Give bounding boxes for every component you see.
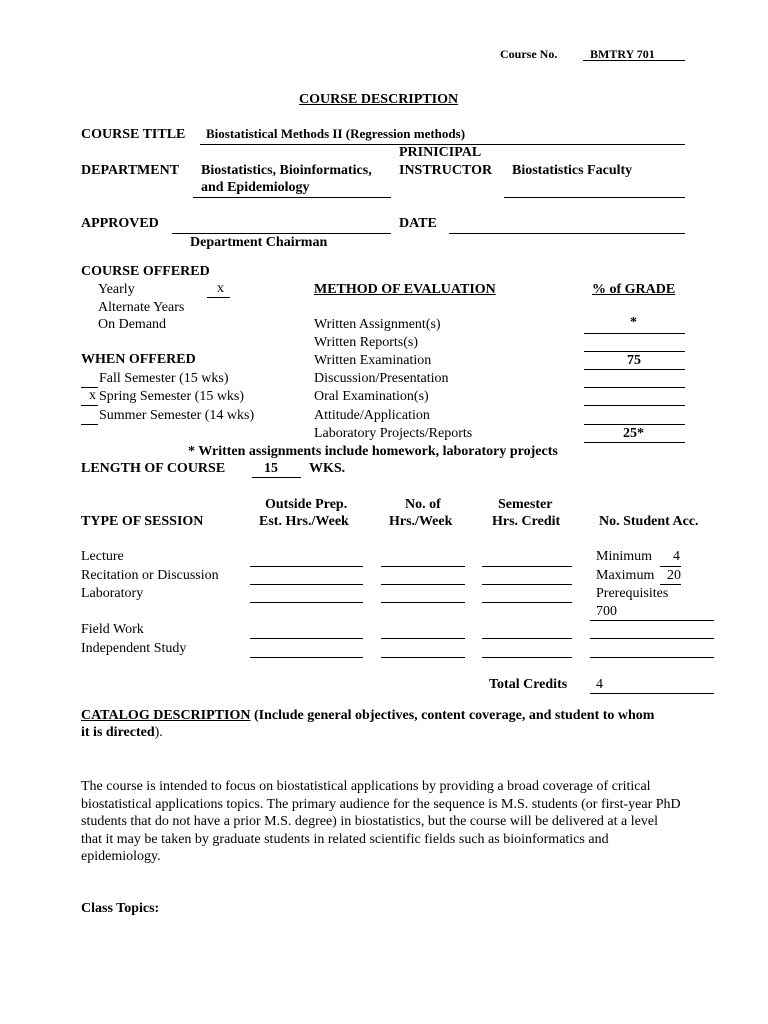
catalog-instruction-end: ). <box>154 725 163 740</box>
session-type: Field Work <box>81 622 144 637</box>
students-blank <box>590 657 714 658</box>
course-no-value: BMTRY 701 <box>590 47 655 61</box>
eval-grade-line <box>584 387 685 388</box>
offered-yearly-line <box>207 297 230 298</box>
prep-blank <box>250 657 363 658</box>
credit-blank <box>482 657 572 658</box>
length-unit: WKS. <box>309 461 346 476</box>
eval-grade: * <box>630 315 637 330</box>
offered-on-demand: On Demand <box>98 317 167 332</box>
credit-blank <box>482 602 572 603</box>
length-line <box>252 477 301 478</box>
prep-blank <box>250 584 363 585</box>
catalog-instruction: (Include general objectives, content coverage, and student to whom <box>250 708 655 723</box>
approved-caption: Department Chairman <box>190 235 328 250</box>
hrs-blank <box>381 638 465 639</box>
instructor-label-2: INSTRUCTOR <box>399 163 493 178</box>
eval-grade-line <box>584 333 685 334</box>
credit-blank <box>482 638 572 639</box>
hrs-header-2: Hrs./Week <box>389 514 453 529</box>
credit-blank <box>482 584 572 585</box>
date-label: DATE <box>399 216 437 231</box>
when-offered-blank <box>81 405 98 406</box>
instructor-value: Biostatistics Faculty <box>512 163 633 178</box>
grade-header: % of GRADE <box>592 282 676 297</box>
session-type: Recitation or Discussion <box>81 568 219 583</box>
length-value: 15 <box>264 461 278 476</box>
total-credits-label: Total Credits <box>489 677 568 692</box>
course-offered-label: COURSE OFFERED <box>81 264 210 279</box>
total-credits-value: 4 <box>596 677 603 692</box>
catalog-instruction-2: it is directed <box>81 725 155 740</box>
eval-method: Written Reports(s) <box>314 335 419 350</box>
catalog-heading <box>81 709 654 723</box>
approved-line <box>172 233 391 234</box>
credit-header-1: Semester <box>498 497 553 512</box>
when-offered-spring: Spring Semester (15 wks) <box>99 389 245 404</box>
department-value-2: and Epidemiology <box>201 180 310 195</box>
department-value-1: Biostatistics, Bioinformatics, <box>201 163 372 178</box>
course-no-label: Course No. <box>500 47 558 61</box>
prep-header-2: Est. Hrs./Week <box>259 514 349 529</box>
eval-grade-line <box>584 442 685 443</box>
date-line <box>449 233 685 234</box>
maximum-label: Maximum <box>596 568 655 583</box>
type-of-session-header: TYPE OF SESSION <box>81 514 204 529</box>
hrs-blank <box>381 602 465 603</box>
eval-method: Written Examination <box>314 353 432 368</box>
offered-yearly-mark: x <box>217 281 224 296</box>
when-offered-summer: Summer Semester (14 wks) <box>99 408 255 423</box>
method-header: METHOD OF EVALUATION <box>314 282 496 297</box>
session-type: Independent Study <box>81 641 187 656</box>
offered-yearly: Yearly <box>98 282 135 297</box>
catalog-label: CATALOG DESCRIPTION <box>81 708 251 723</box>
eval-grade-line <box>584 351 685 352</box>
instructor-line <box>504 197 685 198</box>
prep-blank <box>250 638 363 639</box>
hrs-blank <box>381 566 465 567</box>
prereq-value: 700 <box>596 604 617 619</box>
department-line <box>193 197 391 198</box>
minimum-value: 4 <box>673 549 680 564</box>
when-offered-fall: Fall Semester (15 wks) <box>99 371 229 386</box>
catalog-description: The course is intended to focus on biostatistical applications by providing a broad coverage of critical biostatistical applications topics. The primary audience for the sequence is M.S. students (or first-year PhD students that do not have a prior M.S. degree) in biostatistics, but the course will be delivered at a level that it may be taken by graduate students in related scientific fields such as bioinformatics and epidemiology. <box>81 779 681 864</box>
session-type: Lecture <box>81 549 124 564</box>
prereq-line <box>590 620 714 621</box>
course-no-underline <box>583 60 685 61</box>
when-offered-blank <box>81 424 98 425</box>
eval-method: Laboratory Projects/Reports <box>314 426 473 441</box>
minimum-label: Minimum <box>596 549 653 564</box>
eval-grade: 25* <box>623 426 644 441</box>
prep-blank <box>250 566 363 567</box>
students-header: No. Student Acc. <box>599 514 699 529</box>
offered-alternate: Alternate Years <box>98 300 185 315</box>
department-label: DEPARTMENT <box>81 163 180 178</box>
class-topics-label: Class Topics: <box>81 901 160 916</box>
approved-label: APPROVED <box>81 216 159 231</box>
eval-grade: 75 <box>627 353 641 368</box>
when-offered-label: WHEN OFFERED <box>81 352 196 367</box>
credit-header-2: Hrs. Credit <box>492 514 561 529</box>
eval-grade-line <box>584 424 685 425</box>
hrs-blank <box>381 657 465 658</box>
maximum-line <box>660 584 681 585</box>
instructor-label-1: PRINICIPAL <box>399 145 482 160</box>
hrs-blank <box>381 584 465 585</box>
course-title-label: COURSE TITLE <box>81 127 186 142</box>
eval-method: Discussion/Presentation <box>314 371 449 386</box>
length-label: LENGTH OF COURSE <box>81 461 226 476</box>
eval-grade-line <box>584 405 685 406</box>
session-type: Laboratory <box>81 586 144 601</box>
prep-header-1: Outside Prep. <box>265 497 348 512</box>
eval-method: Written Assignment(s) <box>314 317 441 332</box>
eval-grade-line <box>584 369 685 370</box>
course-title-value: Biostatistical Methods II (Regression methods) <box>206 126 466 141</box>
evaluation-footnote: * Written assignments include homework, laboratory projects <box>188 444 558 459</box>
minimum-line <box>660 566 681 567</box>
when-offered-spring-mark: x <box>89 388 96 403</box>
prep-blank <box>250 602 363 603</box>
prereq-label: Prerequisites <box>596 586 669 601</box>
page-title: COURSE DESCRIPTION <box>299 92 459 107</box>
total-credits-line <box>590 693 714 694</box>
hrs-header-1: No. of <box>405 497 441 512</box>
credit-blank <box>482 566 572 567</box>
maximum-value: 20 <box>667 568 681 583</box>
eval-method: Attitude/Application <box>314 408 430 423</box>
catalog-heading-2 <box>81 726 163 740</box>
eval-method: Oral Examination(s) <box>314 389 429 404</box>
students-blank <box>590 638 714 639</box>
